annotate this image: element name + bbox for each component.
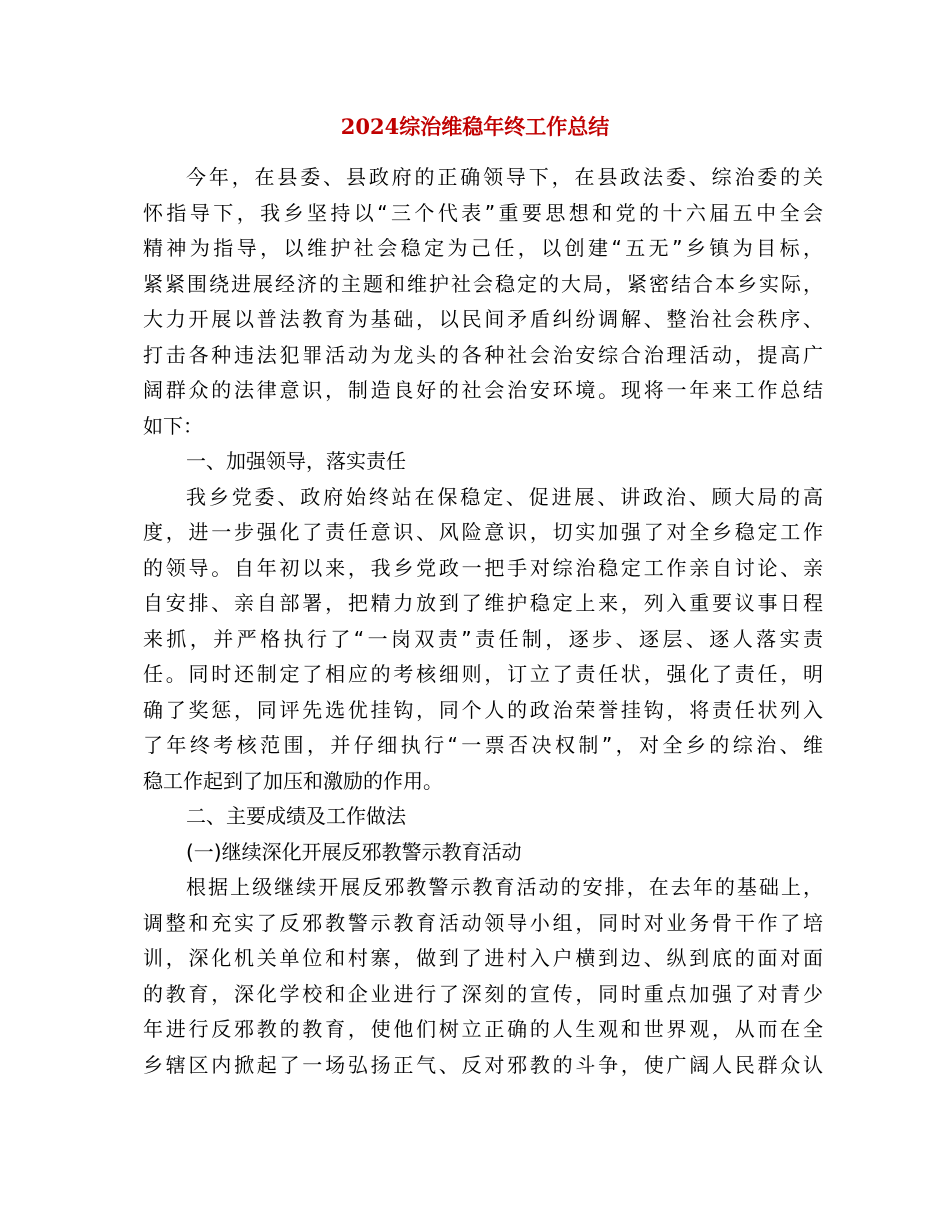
paragraph-2-line-1: 我乡党委、政府始终站在保稳定、促进展、讲政治、顾大局的高 [186,485,823,509]
paragraph-2-line-9: 稳工作起到了加压和激励的作用。 [143,769,443,793]
paragraph-2-line-7: 确了奖惩，同评先选优挂钩，同个人的政治荣誉挂钩，将责任状列入 [143,698,823,722]
paragraph-3-line-1: 根据上级继续开展反邪教警示教育活动的安排，在去年的基础上， [186,875,823,899]
subsection-heading-1: (一)继续深化开展反邪教警示教育活动 [186,840,522,864]
paragraph-2-line-3: 的领导。自年初以来，我乡党政一把手对综治稳定工作亲自讨论、亲 [143,556,823,580]
document-title: 2024综治维稳年终工作总结 [340,114,610,139]
paragraph-1-line-3: 精神为指导，以维护社会稳定为己任，以创建“五无”乡镇为目标， [143,236,823,260]
section-heading-2: 二、主要成绩及工作做法 [186,804,406,828]
paragraph-2-line-6: 任。同时还制定了相应的考核细则，订立了责任状，强化了责任，明 [143,662,823,686]
paragraph-1-line-1: 今年，在县委、县政府的正确领导下，在县政法委、综治委的关 [186,165,823,189]
section-heading-1: 一、加强领导，落实责任 [186,449,406,473]
paragraph-3-line-2: 调整和充实了反邪教警示教育活动领导小组，同时对业务骨干作了培 [143,911,823,935]
paragraph-3-line-3: 训，深化机关单位和村寨，做到了进村入户横到边、纵到底的面对面 [143,946,823,970]
paragraph-2-line-2: 度，进一步强化了责任意识、风险意识，切实加强了对全乡稳定工作 [143,520,823,544]
paragraph-2-line-8: 了年终考核范围，并仔细执行“一票否决权制”，对全乡的综治、维 [143,733,823,757]
paragraph-1-line-7: 阔群众的法律意识，制造良好的社会治安环境。现将一年来工作总结 [143,378,823,402]
paragraph-1-line-6: 打击各种违法犯罪活动为龙头的各种社会治安综合治理活动，提高广 [143,343,823,367]
paragraph-1-line-2: 怀指导下，我乡坚持以“三个代表”重要思想和党的十六届五中全会 [143,201,823,225]
paragraph-1-line-4: 紧紧围绕进展经济的主题和维护社会稳定的大局，紧密结合本乡实际， [143,272,823,296]
paragraph-3-line-4: 的教育，深化学校和企业进行了深刻的宣传，同时重点加强了对青少 [143,982,823,1006]
paragraph-2-line-4: 自安排、亲自部署，把精力放到了维护稳定上来，列入重要议事日程 [143,591,823,615]
paragraph-2-line-5: 来抓，并严格执行了“一岗双责”责任制，逐步、逐层、逐人落实责 [143,627,823,651]
paragraph-3-line-5: 年进行反邪教的教育，使他们树立正确的人生观和世界观，从而在全 [143,1017,823,1041]
paragraph-1-line-5: 大力开展以普法教育为基础，以民间矛盾纠纷调解、整治社会秩序、 [143,307,823,331]
paragraph-1-line-8: 如下： [143,414,203,438]
paragraph-3-line-6: 乡辖区内掀起了一场弘扬正气、反对邪教的斗争，使广阔人民群众认 [143,1053,823,1077]
